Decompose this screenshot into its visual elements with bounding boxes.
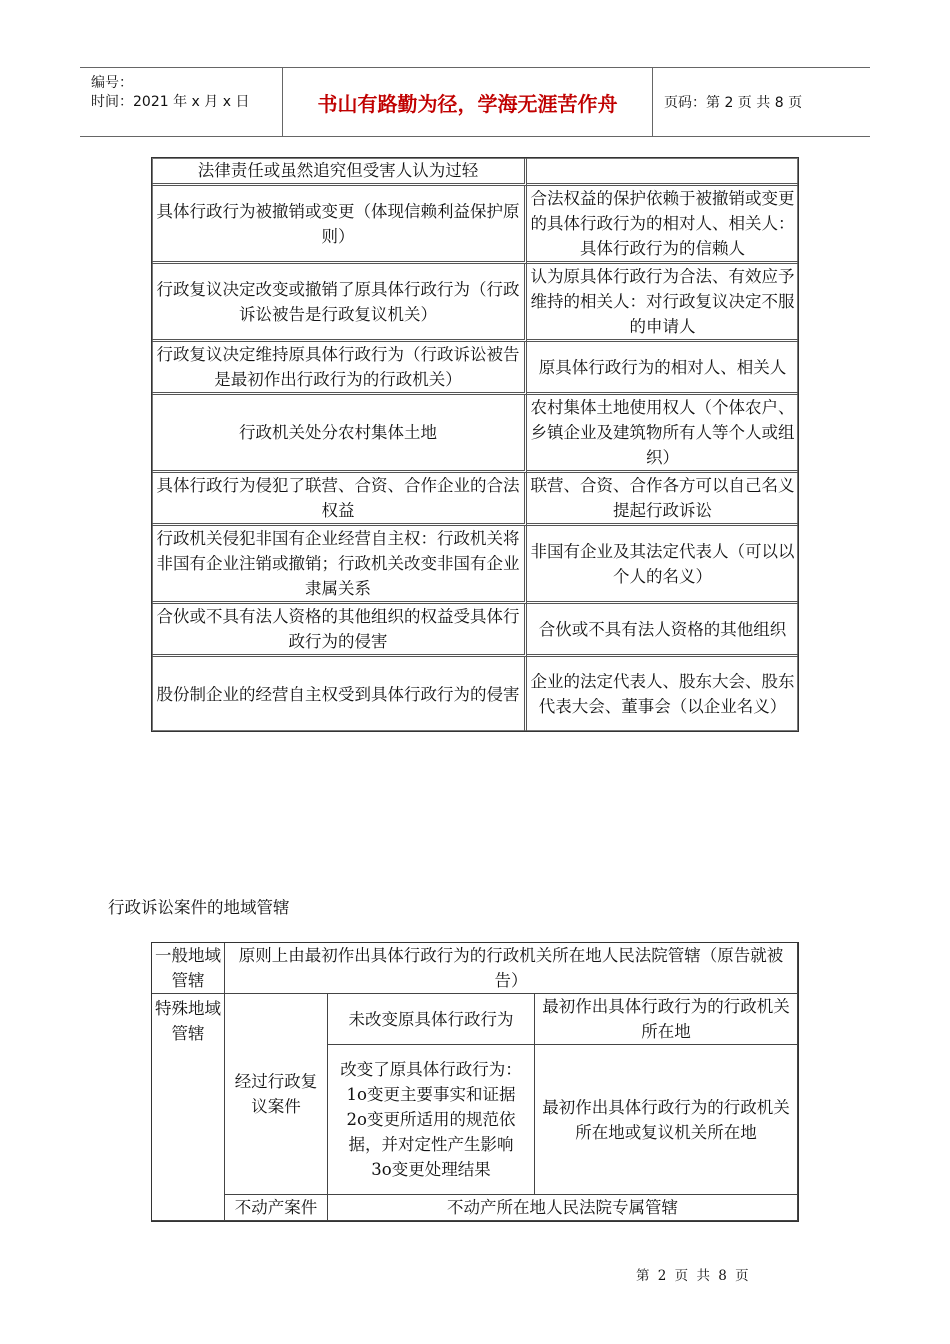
unchanged-court: 最初作出具体行政行为的行政机关所在地 [535, 994, 798, 1045]
general-jurisdiction-label: 一般地域管辖 [152, 943, 225, 994]
situation-cell: 行政复议决定改变或撤销了原具体行政行为（行政诉讼被告是行政复议机关） [152, 264, 527, 342]
special-jurisdiction-label: 特殊地域管辖 [152, 994, 225, 1221]
table-row [152, 342, 798, 395]
review-case-label: 经过行政复议案件 [225, 994, 328, 1195]
changed-details [328, 1045, 535, 1195]
plaintiff-cell: 企业的法定代表人、股东大会、股东代表大会、董事会（以企业名义） [530, 672, 795, 716]
realty-case-label: 不动产案件 [225, 1195, 328, 1221]
plaintiff-cell: 合法权益的保护依赖于被撤销或变更的具体行政行为的相对人、相关人：具体行政行为的信赖人 [527, 186, 798, 264]
table-row [152, 186, 798, 264]
table-row [152, 395, 798, 473]
situation-cell: 法律责任或虽然追究但受害人认为过轻 [152, 158, 527, 186]
plaintiff-cell: 合伙或不具有法人资格的其他组织 [527, 604, 798, 657]
table-row [152, 657, 798, 731]
changed-label: 改变了原具体行政行为： [340, 1060, 522, 1079]
plaintiff-cell: 原具体行政行为的相对人、相关人 [527, 342, 798, 395]
page-header [80, 67, 870, 137]
table-row [152, 264, 798, 342]
situation-cell: 行政机关侵犯非国有企业经营自主权：行政机关将非国有企业注销或撤销；行政机关改变非国有企业隶属关系 [152, 526, 527, 604]
table-row [152, 943, 798, 994]
changed-item-2: 2o变更所适用的规范依据，并对定性产生影响 [346, 1110, 516, 1154]
changed-item-1: 1o变更主要事实和证据 [346, 1085, 516, 1104]
section-caption: 行政诉讼案件的地域管辖 [108, 898, 290, 917]
document-number-label: 编号： [91, 75, 133, 91]
territorial-jurisdiction-table [151, 942, 799, 1222]
plaintiff-cell: 农村集体土地使用权人（个体农户、乡镇企业及建筑物所有人等个人或组织） [527, 395, 798, 473]
plaintiff-cell: 认为原具体行政行为合法、有效应予维持的相关人：对行政复议决定不服的申请人 [527, 264, 798, 342]
header-meta [80, 68, 283, 136]
page-footer: 第 2 页 共 8 页 [636, 1268, 749, 1284]
header-motto: 书山有路勤为径，学海无涯苦作舟 [283, 68, 653, 136]
plaintiff-cell: 非国有企业及其法定代表人（可以以个人的名义） [527, 526, 798, 604]
plaintiff-qualification-table [151, 157, 799, 732]
realty-court: 不动产所在地人民法院专属管辖 [328, 1195, 798, 1221]
situation-cell: 股份制企业的经营自主权受到具体行政行为的侵害 [152, 657, 527, 731]
table-row [152, 1195, 798, 1221]
general-jurisdiction-text: 原则上由最初作出具体行政行为的行政机关所在地人民法院管辖（原告就被告） [225, 943, 798, 994]
table-row [152, 526, 798, 604]
situation-cell: 行政复议决定维持原具体行政行为（行政诉讼被告是最初作出行政行为的行政机关） [152, 342, 527, 395]
situation-cell: 具体行政行为侵犯了联营、合资、合作企业的合法权益 [152, 473, 527, 526]
situation-cell: 合伙或不具有法人资格的其他组织的权益受具体行政行为的侵害 [152, 604, 527, 657]
changed-item-3: 3o变更处理结果 [371, 1160, 491, 1179]
situation-cell: 具体行政行为被撤销或变更（体现信赖利益保护原则） [152, 186, 527, 264]
table-row [152, 604, 798, 657]
table-row [152, 473, 798, 526]
header-page-info: 页码：第 2 页 共 8 页 [664, 95, 803, 111]
document-time-label: 时间：2021 年 x 月 x 日 [91, 94, 250, 110]
unchanged-label: 未改变原具体行政行为 [328, 994, 535, 1045]
plaintiff-cell: 联营、合资、合作各方可以自己名义提起行政诉讼 [527, 473, 798, 526]
situation-cell: 行政机关处分农村集体土地 [152, 395, 527, 473]
table-row [152, 158, 798, 186]
plaintiff-cell [527, 158, 798, 186]
changed-court: 最初作出具体行政行为的行政机关所在地或复议机关所在地 [535, 1045, 798, 1195]
table-row [152, 994, 798, 1045]
